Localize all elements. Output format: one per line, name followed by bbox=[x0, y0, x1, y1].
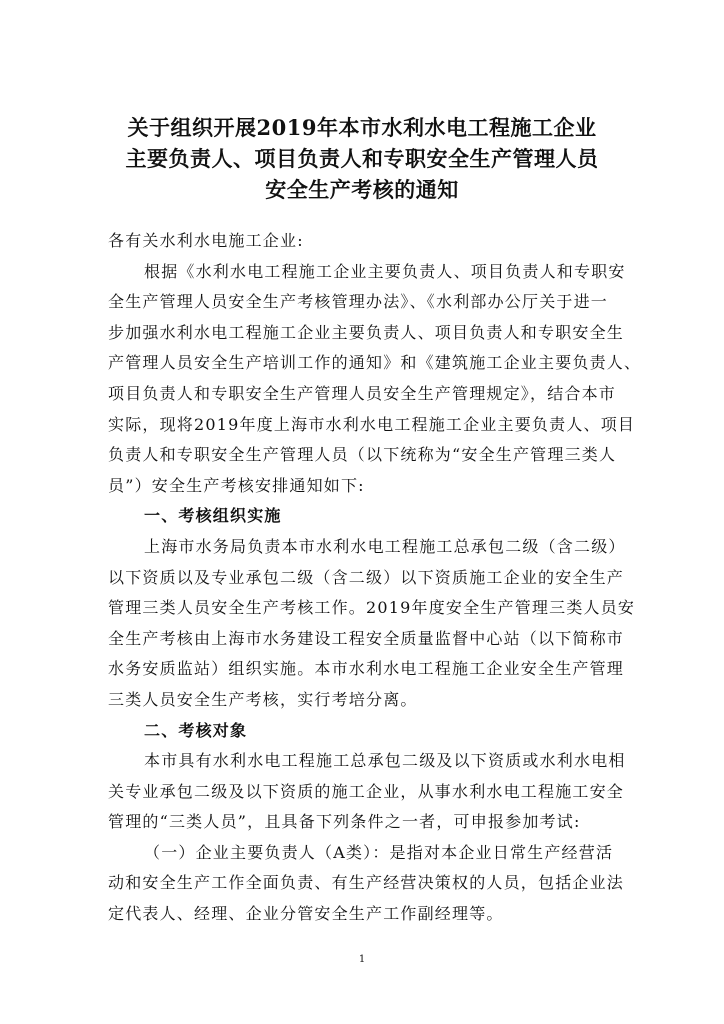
paragraph-line: 负责人和专职安全生产管理人员（以下统称为“安全生产管理三类人 bbox=[108, 445, 617, 465]
paragraph-line: 员”）安全生产考核安排通知如下: bbox=[108, 475, 365, 495]
paragraph-organization bbox=[108, 532, 636, 716]
paragraph-class-a bbox=[108, 838, 628, 930]
paragraph-line: 三类人员安全生产考核，实行考培分离。 bbox=[108, 689, 418, 709]
document-title bbox=[0, 113, 724, 206]
paragraph-line: （一）企业主要负责人（A类）：是指对本企业日常生产经营活 bbox=[144, 842, 614, 862]
page-number: 1 bbox=[358, 954, 366, 965]
paragraph-line: 根据《水利水电工程施工企业主要负责人、项目负责人和专职安 bbox=[144, 261, 626, 281]
title-line: 安全生产考核的通知 bbox=[265, 177, 459, 202]
salutation: 各有关水利水电施工企业: bbox=[108, 231, 304, 250]
paragraph-line: 管理三类人员安全生产考核工作。2019年度安全生产管理三类人员安 bbox=[108, 598, 636, 618]
title-line: 关于组织开展2019年本市水利水电工程施工企业 bbox=[127, 115, 597, 140]
section-heading: 二、考核对象 bbox=[144, 720, 248, 740]
paragraph-basis bbox=[108, 257, 642, 502]
paragraph-line: 全生产考核由上海市水务建设工程安全质量监督中心站（以下简称市 bbox=[108, 628, 625, 648]
paragraph-line: 水务安质监站）组织实施。本市水利水电工程施工企业安全生产管理 bbox=[108, 659, 625, 679]
document-body bbox=[108, 226, 642, 930]
paragraph-line: 全生产管理人员安全生产考核管理办法》、《水利部办公厅关于进一 bbox=[108, 292, 609, 312]
paragraph-line: 关专业承包二级及以下资质的施工企业，从事水利水电工程施工安全 bbox=[108, 781, 625, 801]
paragraph-line: 管理的“三类人员”，且具备下列条件之一者，可申报参加考试: bbox=[108, 812, 581, 832]
title-line: 主要负责人、项目负责人和专职安全生产管理人员 bbox=[125, 146, 599, 171]
paragraph-line: 定代表人、经理、企业分管安全生产工作副经理等。 bbox=[108, 904, 504, 924]
section-heading: 一、考核组织实施 bbox=[144, 506, 282, 526]
paragraph-line: 产管理人员安全生产培训工作的通知》和《建筑施工企业主要负责人、 bbox=[108, 353, 642, 373]
paragraph-line: 动和安全生产工作全面负责、有生产经营决策权的人员，包括企业法 bbox=[108, 873, 625, 893]
paragraph-line: 步加强水利水电工程施工企业主要负责人、项目负责人和专职安全生 bbox=[108, 322, 625, 342]
paragraph-line: 以下资质以及专业承包二级（含二级）以下资质施工企业的安全生产 bbox=[108, 567, 625, 587]
paragraph-targets bbox=[108, 746, 628, 838]
paragraph-line: 上海市水务局负责本市水利水电工程施工总承包二级（含二级） bbox=[144, 536, 626, 556]
paragraph-line: 实际，现将2019年度上海市水利水电工程施工企业主要负责人、项目 bbox=[108, 414, 636, 434]
paragraph-line: 本市具有水利水电工程施工总承包二级及以下资质或水利水电相 bbox=[144, 751, 626, 771]
paragraph-line: 项目负责人和专职安全生产管理人员安全生产管理规定》，结合本市 bbox=[108, 383, 617, 403]
